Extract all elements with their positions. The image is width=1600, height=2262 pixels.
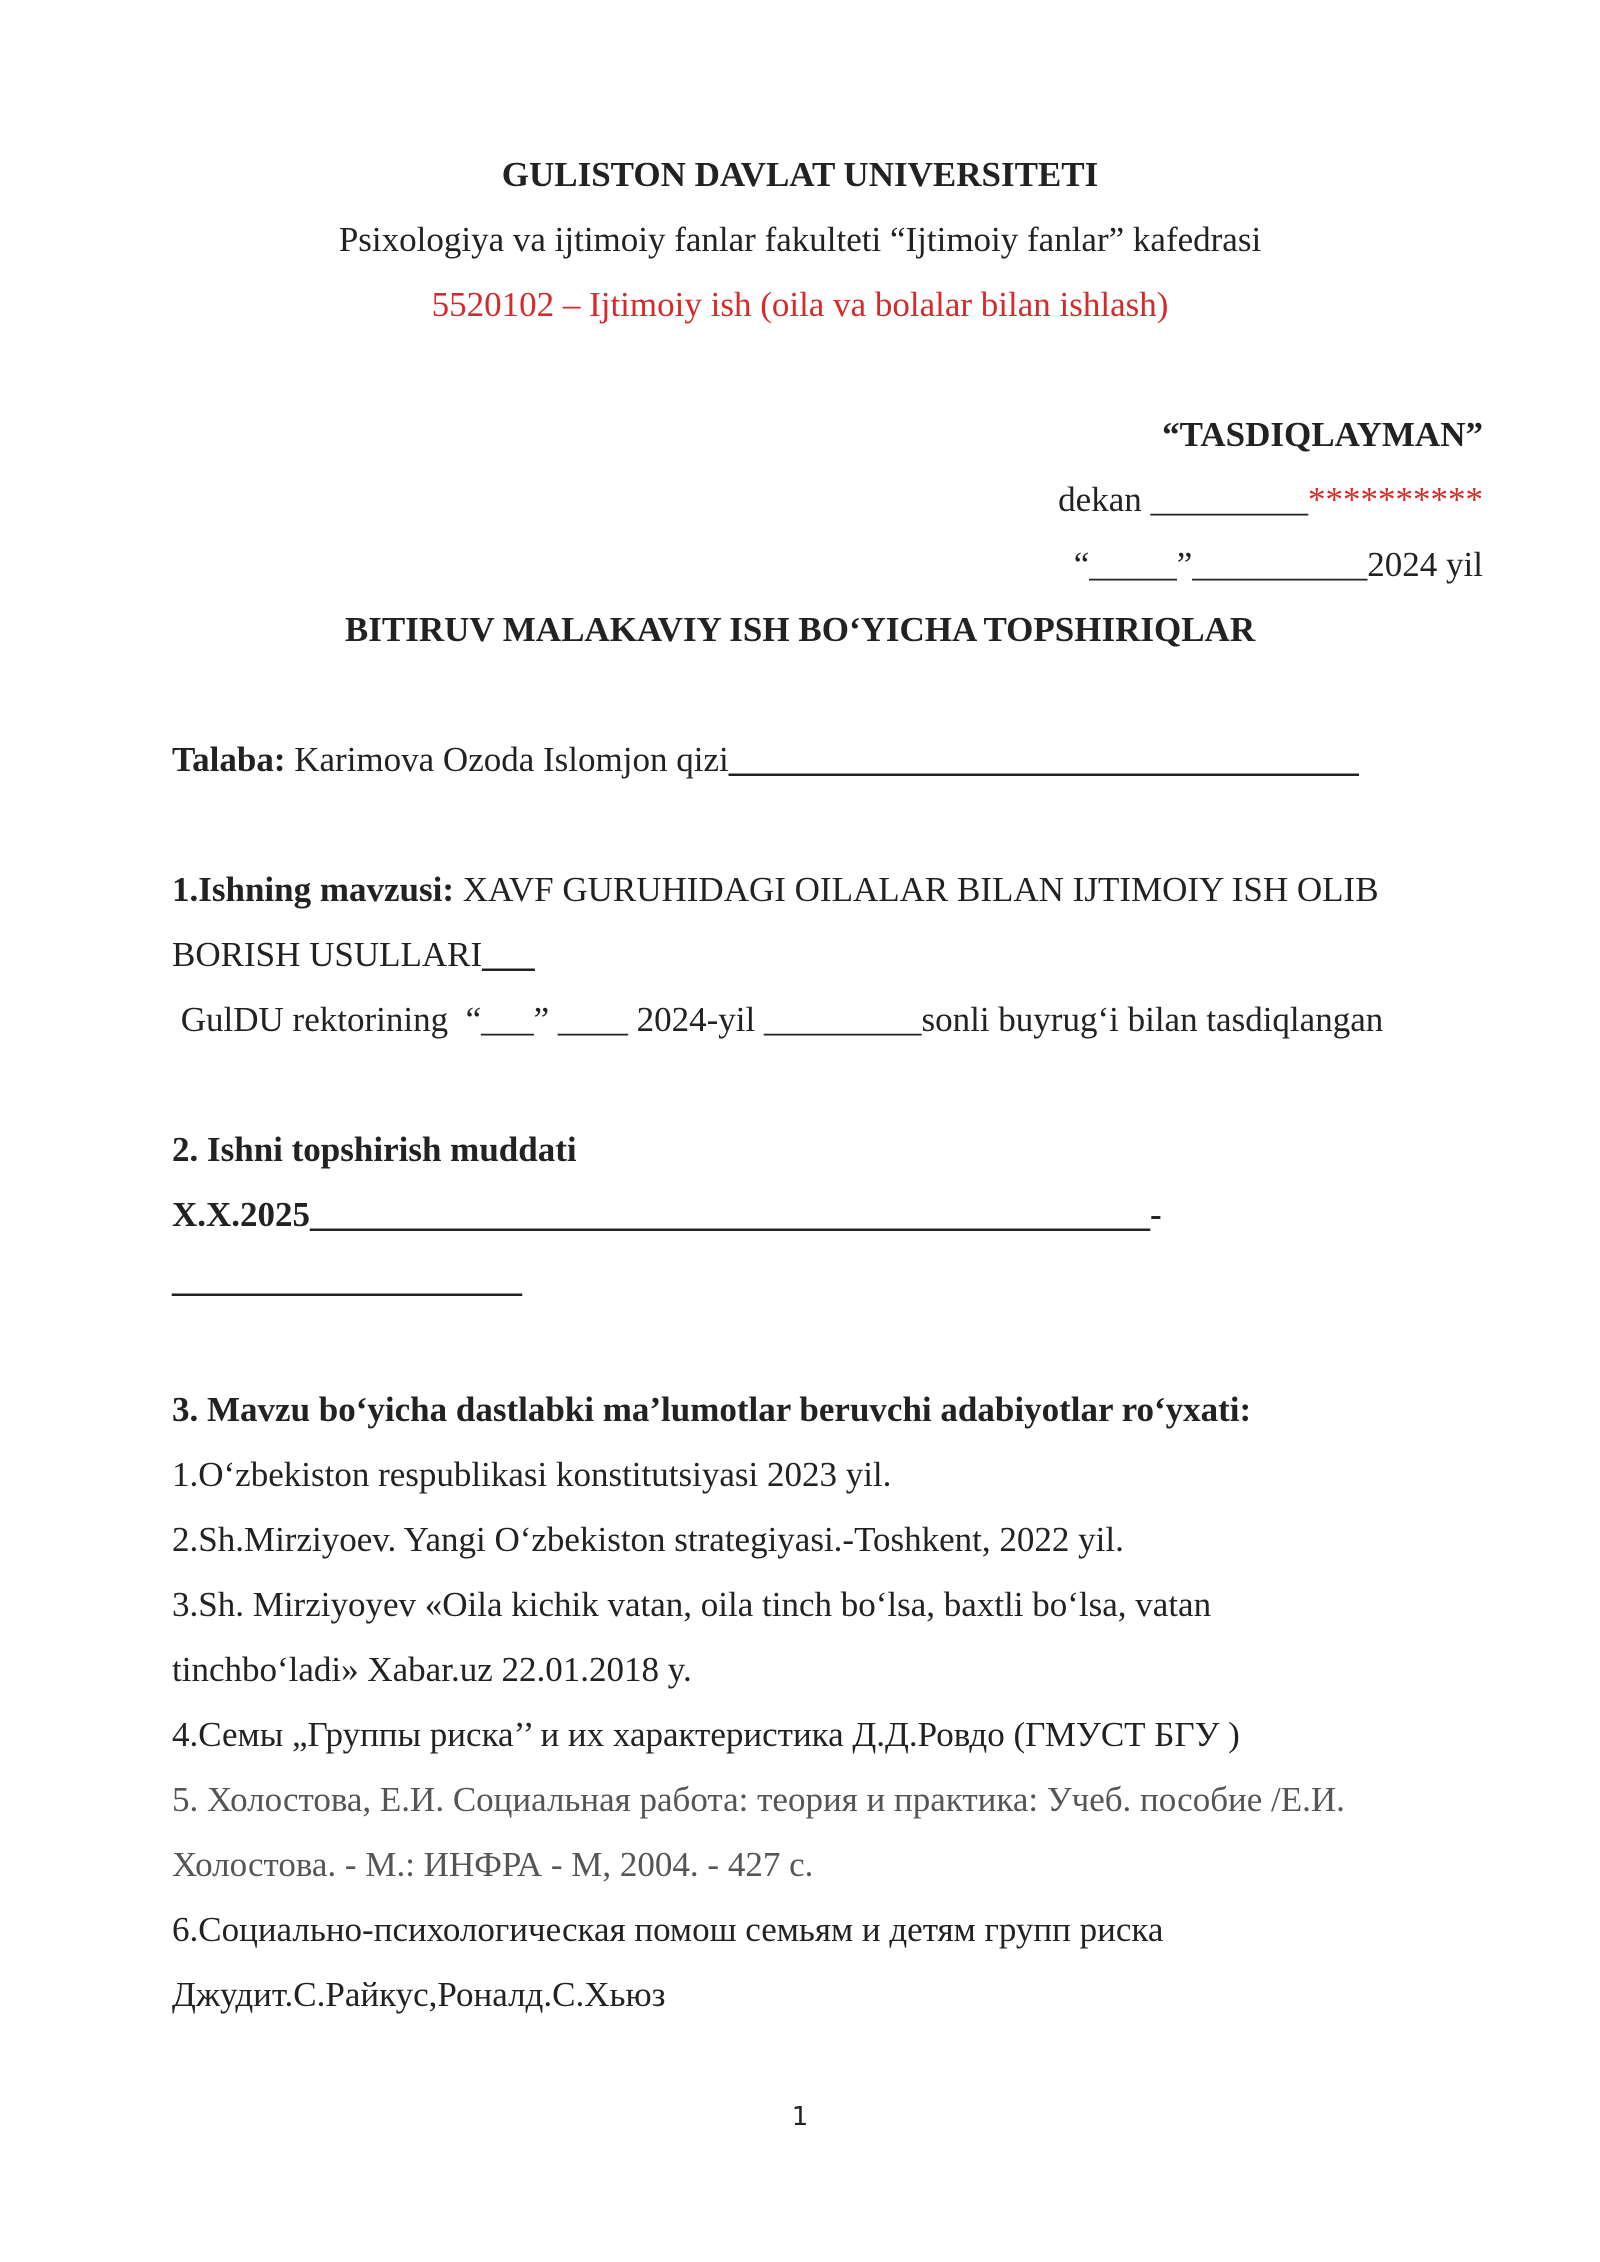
topic-label: 1.Ishning mavzusi: (172, 870, 455, 909)
literature-item: Холостова. - М.: ИНФРА - М, 2004. - 427 с. (172, 1845, 814, 1884)
approval-title: “TASDIQLAYMAN” (1162, 415, 1483, 454)
document-title: BITIRUV MALAKAVIY ISH BO‘YICHA TOPSHIRIQLAR (344, 610, 1256, 649)
faculty-line: Psixologiya va ijtimoiy fanlar fakulteti “Ijtimoiy fanlar” kafedrasi (338, 220, 1262, 259)
student-line (172, 738, 1359, 782)
approval-date-line: “_____”__________2024 yil (1073, 545, 1483, 584)
dean-name-redacted: ********** (1308, 480, 1483, 519)
literature-item: 3.Sh. Mirziyoyev «Oila kichik vatan, oila tinch bo‘lsa, baxtli bo‘lsa, vatan (172, 1585, 1212, 1624)
student-fill-line: ____________________________________ (728, 740, 1359, 779)
specialty-line: 5520102 – Ijtimoiy ish (oila va bolalar bilan ishlash) (431, 285, 1169, 324)
topic-line-2 (172, 933, 535, 977)
student-label: Talaba: (172, 740, 286, 779)
topic-text-1: XAVF GURUHIDAGI OILALAR BILAN IJTIMOIY ISH OLIB (454, 870, 1379, 909)
deadline-extra-line: ____________________ (172, 1260, 522, 1299)
literature-item: 4.Семы „Группы риска’’ и их характеристика Д.Д.Ровдо (ГМУСТ БГУ ) (172, 1715, 1240, 1754)
literature-item: 1.O‘zbekiston respublikasi konstitutsiyasi 2023 yil. (172, 1455, 892, 1494)
literature-item: 2.Sh.Mirziyoev. Yangi O‘zbekiston strategiyasi.-Toshkent, 2022 yil. (172, 1520, 1124, 1559)
topic-fill-line: ___ (482, 935, 535, 974)
dean-prefix: dekan _________ (1058, 480, 1308, 519)
literature-item: 5. Холостова, Е.И. Социальная работа: теория и практика: Учеб. пособие /Е.И. (172, 1780, 1345, 1819)
university-title: GULISTON DAVLAT UNIVERSITETI (501, 155, 1099, 194)
student-name: Karimova Ozoda Islomjon qizi (285, 740, 729, 779)
topic-line-1 (172, 868, 1379, 912)
order-line: GulDU rektorining “___” ____ 2024-yil _________sonli buyrug‘i bilan tasdiqlangan (172, 1000, 1384, 1039)
literature-item: Джудит.С.Райкус,Роналд.С.Хьюз (172, 1975, 666, 2014)
literature-heading: 3. Mavzu bo‘yicha dastlabki ma’lumotlar beruvchi adabiyotlar ro‘yxati: (172, 1390, 1252, 1429)
literature-item: 6.Социально-психологическая помош семьям и детям групп риска (172, 1910, 1164, 1949)
topic-text-2: BORISH USULLARI (172, 935, 483, 974)
deadline-label: 2. Ishni topshirish muddati (172, 1130, 577, 1169)
literature-item: tinchbo‘ladi» Xabar.uz 22.01.2018 y. (172, 1650, 692, 1689)
deadline-date-line: X.X.2025________________________________________________- (172, 1195, 1162, 1234)
page-number: 1 (791, 2102, 809, 2132)
dean-line (1058, 478, 1483, 522)
